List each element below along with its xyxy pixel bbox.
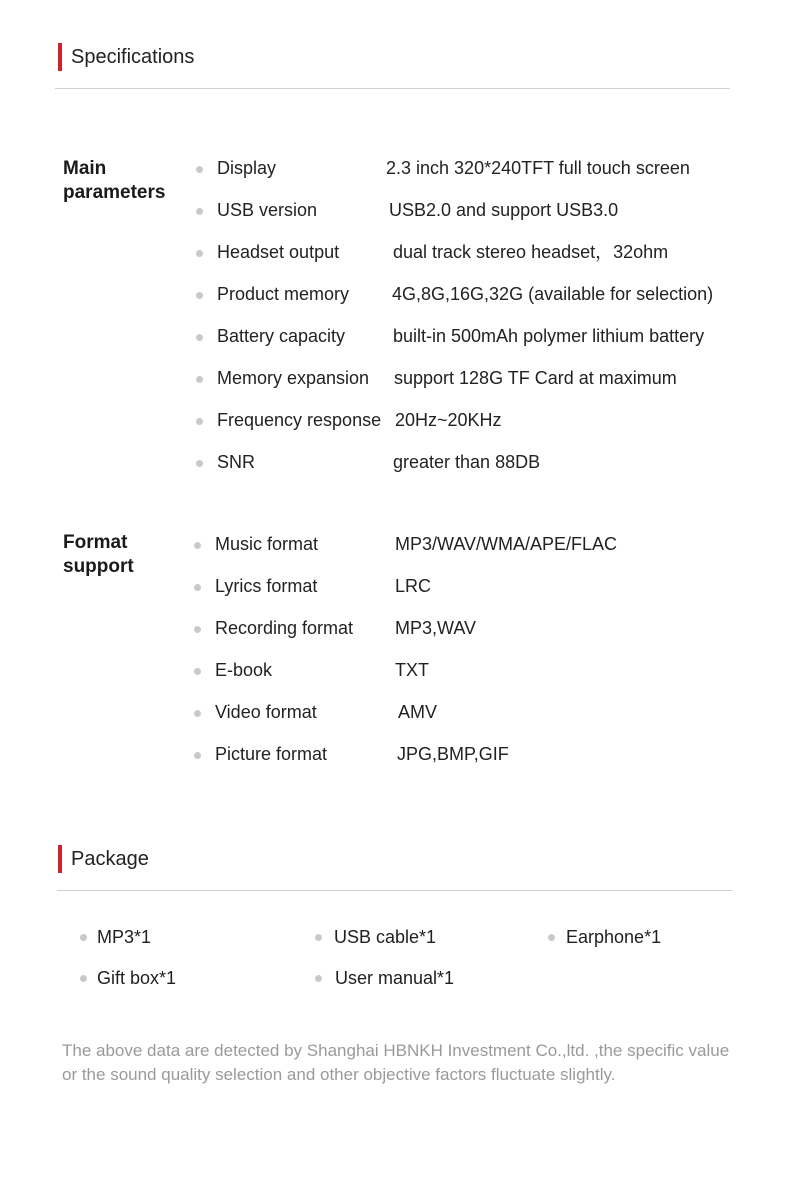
spec-label: USB version [217,200,318,220]
format-support-title: Format support [63,532,134,577]
bullet-icon [80,975,87,982]
bullet-icon [194,668,201,675]
spec-label: Product memory [217,284,350,304]
divider [55,88,730,89]
spec-value: greater than 88DB [393,452,541,472]
spec-label: Battery capacity [217,326,346,346]
spec-label: Frequency response [217,410,382,430]
bullet-icon [196,376,203,383]
bullet-icon [315,934,322,941]
spec-value: MP3/WAV/WMA/APE/FLAC [395,534,618,554]
section-title: Package [71,847,149,870]
bullet-icon [194,710,201,717]
bullet-icon [194,542,201,549]
bullet-icon [196,250,203,257]
bullet-icon [194,584,201,591]
spec-value: 20Hz~20KHz [395,410,502,430]
spec-value: built-in 500mAh polymer lithium battery [393,326,705,346]
spec-label: Recording format [215,618,354,638]
spec-value: MP3,WAV [395,618,477,638]
spec-value: LRC [395,576,432,596]
accent-bar [58,845,62,873]
spec-label: Memory expansion [217,368,370,388]
bullet-icon [196,418,203,425]
package-item-label: User manual*1 [335,968,455,988]
bullet-icon [196,208,203,215]
bullet-icon [315,975,322,982]
main-parameters-title: Main parameters [63,158,166,203]
spec-label: Lyrics format [215,576,318,596]
package-item-label: MP3*1 [97,927,152,947]
bullet-icon [194,752,201,759]
spec-value: support 128G TF Card at maximum [394,368,677,388]
section-title: Specifications [71,45,195,68]
spec-label: Headset output [217,242,340,262]
spec-value: AMV [398,702,438,722]
spec-label: Music format [215,534,319,554]
bullet-icon [196,460,203,467]
spec-value: dual track stereo headset，32ohm [393,242,669,262]
package-header [58,845,149,873]
spec-value: USB2.0 and support USB3.0 [389,200,619,220]
divider [57,890,732,891]
package-item-label: Earphone*1 [566,927,662,947]
spec-label: Display [217,158,277,178]
bullet-icon [548,934,555,941]
spec-value: 4G,8G,16G,32G (available for selection) [392,284,714,304]
bullet-icon [196,166,203,173]
spec-value: 2.3 inch 320*240TFT full touch screen [386,158,690,178]
package-item-label: USB cable*1 [334,927,437,947]
spec-label: SNR [217,452,256,472]
spec-label: E-book [215,660,273,680]
bullet-icon [80,934,87,941]
bullet-icon [196,292,203,299]
spec-label: Picture format [215,744,328,764]
specifications-header [58,43,194,71]
package-item-label: Gift box*1 [97,968,177,988]
bullet-icon [194,626,201,633]
disclaimer-note: The above data are detected by Shanghai HBNKH Investment Co.,ltd. ,the specific value or the sound quality selection and other objective factors fluctuate slightly. [62,1041,730,1084]
spec-value: TXT [395,660,429,680]
accent-bar [58,43,62,71]
bullet-icon [196,334,203,341]
spec-value: JPG,BMP,GIF [397,744,509,764]
spec-label: Video format [215,702,317,722]
